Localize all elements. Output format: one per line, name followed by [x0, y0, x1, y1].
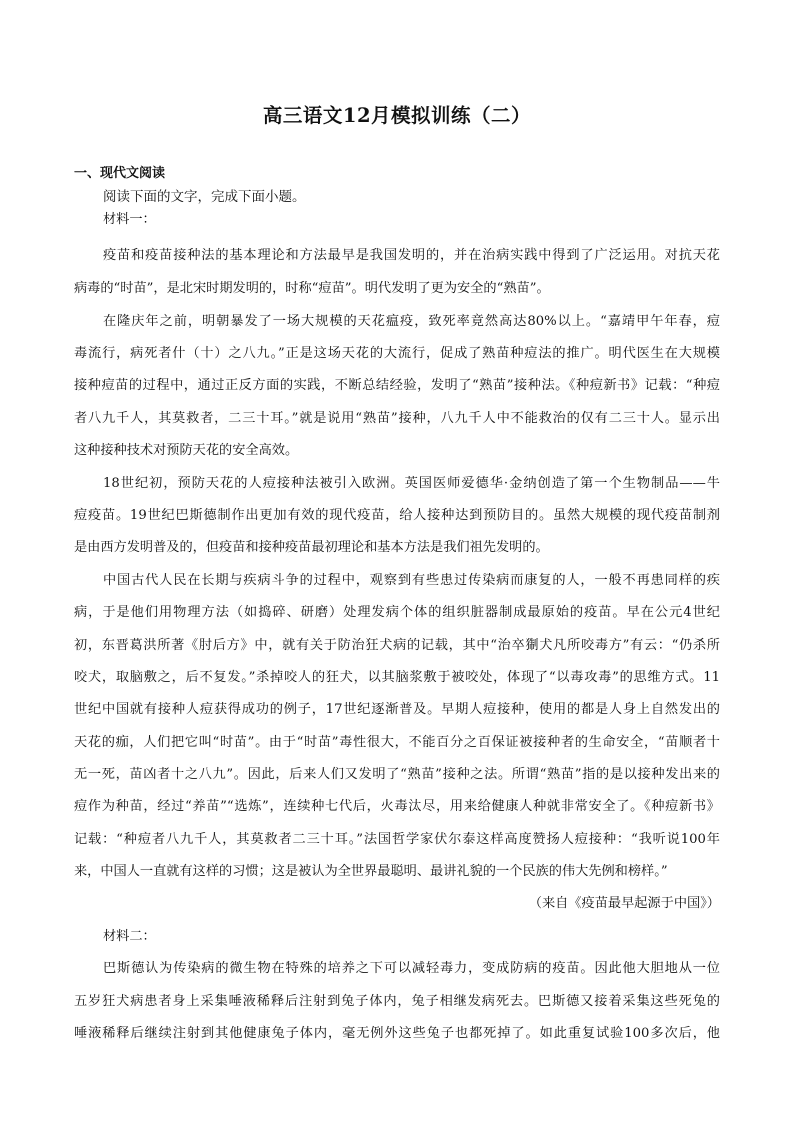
- page-title: 高三语文12月模拟训练（二）: [262, 104, 532, 127]
- paragraph-line: 18世纪初，预防天花的人痘接种法被引入欧洲。英国医师爱德华·金纳创造了第一个生物制品——牛: [103, 476, 720, 491]
- paragraph-line: 者八九千人，其莫救者，二三十耳。”就是说用“熟苗”接种，八九千人中不能救治的仅有二三十人。显示出: [74, 411, 720, 426]
- paragraph-line: 是由西方发明普及的，但疫苗和接种疫苗最初理论和基本方法是我们祖先发明的。: [74, 540, 549, 555]
- paragraph-line: 痘疫苗。19世纪巴斯德制作出更加有效的现代疫苗，给人接种达到预防目的。虽然大规模的现代疫苗制剂: [74, 508, 720, 523]
- paragraph-line: 记载：“种痘者八九千人，其莫救者二三十耳。”法国哲学家伏尔泰这样高度赞扬人痘接种：“我听说100年: [74, 832, 720, 847]
- paragraph-line: 毒流行，病死者什（十）之八九。”正是这场天花的大流行，促成了熟苗种痘法的推广。明代医生在大规模: [74, 346, 720, 361]
- paragraph-line: 唾液稀释后继续注射到其他健康兔子体内，毫无例外这些兔子也都死掉了。如此重复试验100多次后，他: [74, 1026, 720, 1041]
- paragraph-line: 疫苗和疫苗接种法的基本理论和方法最早是我国发明的，并在治病实践中得到了广泛运用。对抗天花: [103, 248, 720, 263]
- material-label: 材料二：: [103, 929, 156, 944]
- source-citation: （来自《疫苗最早起源于中国》）: [528, 896, 720, 911]
- paragraph-line: 这种接种技术对预防天花的安全高效。: [74, 443, 299, 458]
- paragraph-line: 在隆庆年之前，明朝暴发了一场大规模的天花瘟疫，致死率竟然高达80%以上。“嘉靖甲午年春，痘: [103, 314, 720, 329]
- paragraph-line: 巴斯德认为传染病的微生物在特殊的培养之下可以减轻毒力，变成防病的疫苗。因此他大胆地从一位: [103, 961, 720, 976]
- instruction-text: 阅读下面的文字，完成下面小题。: [103, 189, 306, 205]
- paragraph-line: 世纪中国就有接种人痘获得成功的例子，17世纪逐渐普及。早期人痘接种，使用的都是人身上自然发出的: [74, 702, 720, 717]
- paragraph-line: 病毒的“时苗”，是北宋时期发明的，时称“痘苗”。明代发明了更为安全的“熟苗”。: [74, 281, 550, 296]
- paragraph-line: 病，于是他们用物理方法（如捣碎、研磨）处理发病个体的组织脏器制成最原始的疫苗。早在公元4世纪: [74, 605, 720, 620]
- paragraph-line: 痘作为种苗，经过“养苗”“选炼”，连续种七代后，火毒汰尽，用来给健康人种就非常安全了。《种痘新书》: [74, 799, 720, 814]
- section-heading: 一、现代文阅读: [74, 166, 166, 181]
- paragraph-line: 咬犬，取脑敷之，后不复发。”杀掉咬人的狂犬，以其脑浆敷于被咬处，体现了“以毒攻毒”的思维方式。11: [74, 670, 720, 685]
- material-label: 材料一：: [103, 212, 156, 227]
- paragraph-line: 五岁狂犬病患者身上采集唾液稀释后注射到兔子体内，兔子相继发病死去。巴斯德又接着采集这些死兔的: [74, 994, 720, 1009]
- paragraph-line: 天花的痂，人们把它叫“时苗”。由于“时苗”毒性很大，不能百分之百保证被接种者的生命安全，“苗顺者十: [74, 735, 720, 750]
- paragraph-line: 初，东晋葛洪所著《肘后方》中，就有关于防治狂犬病的记载，其中“治卒猘犬凡所咬毒方”有云：“仍杀所: [74, 638, 720, 653]
- paragraph-line: 中国古代人民在长期与疾病斗争的过程中，观察到有些患过传染病而康复的人，一般不再患同样的疾: [103, 573, 720, 588]
- paragraph-line: 接种痘苗的过程中，通过正反方面的实践，不断总结经验，发明了“熟苗”接种法。《种痘新书》记载：“种痘: [74, 378, 720, 393]
- paragraph-line: 来，中国人一直就有这样的习惯；这是被认为全世界最聪明、最讲礼貌的一个民族的伟大先例和榜样。”: [74, 864, 668, 879]
- paragraph-line: 无一死，苗凶者十之八九”。因此，后来人们又发明了“熟苗”接种之法。所谓“熟苗”指的是以接种发出来的: [74, 767, 720, 782]
